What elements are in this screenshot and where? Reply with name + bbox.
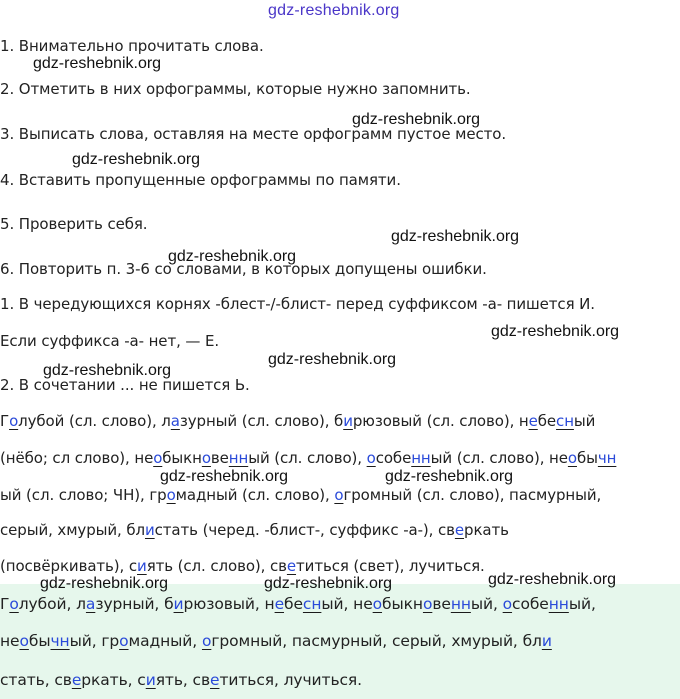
text-fragment: ый, гр: [69, 632, 120, 650]
text-fragment: громный, пасмурный, серый, хмурый, бл: [211, 632, 542, 650]
spelling-mark: о: [9, 595, 19, 613]
spelling-mark: о: [9, 412, 19, 430]
rule-2: 2. В сочетании ... не пишется Ь.: [0, 376, 250, 394]
text-fragment: титься (свет), лучиться.: [296, 557, 485, 575]
text-fragment: (нёбо; сл слово), не: [0, 449, 154, 467]
text-fragment: зурный, б: [95, 595, 174, 613]
text-fragment: бе: [284, 595, 303, 613]
step-3: 3. Выписать слова, оставляя на месте орфограмм пустое место.: [0, 125, 507, 143]
spelling-mark: сн: [302, 595, 322, 613]
answer-line-1: [0, 594, 596, 614]
watermark: gdz-reshebnik.org: [40, 575, 169, 592]
rule-1: 1. В чередующихся корнях -блест-/-блист- перед суффиксом -а- пишется И.: [0, 295, 595, 313]
step-1: 1. Внимательно прочитать слова.: [0, 37, 264, 55]
text-fragment: громный (сл. слово), пасмурный,: [343, 486, 602, 504]
spelling-mark: и: [145, 671, 156, 689]
spelling-mark: о: [119, 632, 129, 650]
spelling-mark: нн: [548, 595, 569, 613]
spelling-mark: е: [210, 671, 220, 689]
analysis-line-3: [0, 485, 601, 505]
watermark: gdz-reshebnik.org: [264, 575, 393, 592]
text-fragment: лубой, л: [18, 595, 86, 613]
watermark: gdz-reshebnik.org: [385, 468, 514, 485]
spelling-mark: о: [334, 486, 344, 504]
text-fragment: бе: [537, 412, 557, 430]
text-fragment: ый: [573, 412, 596, 430]
text-fragment: Г: [0, 412, 10, 430]
spelling-mark: о: [166, 486, 176, 504]
watermark: gdz-reshebnik.org: [168, 248, 297, 265]
watermark: gdz-reshebnik.org: [160, 468, 289, 485]
text-fragment: серый, хмурый, бл: [0, 521, 145, 539]
text-fragment: стать (черед. -блист-, суффикс -а-), св: [154, 521, 455, 539]
spelling-mark: а: [85, 595, 96, 613]
text-fragment: ркать, с: [81, 671, 146, 689]
rule-1-continued: Если суффикса -а- нет, — Е.: [0, 332, 220, 350]
text-fragment: быкн: [382, 595, 423, 613]
text-fragment: зурный (сл. слово), б: [179, 412, 344, 430]
spelling-mark: е: [528, 412, 538, 430]
spelling-mark: и: [173, 595, 184, 613]
spelling-mark: чн: [50, 632, 70, 650]
spelling-mark: е: [454, 521, 465, 539]
spelling-mark: о: [567, 449, 577, 467]
text-fragment: быкн: [162, 449, 202, 467]
spelling-mark: нн: [411, 449, 431, 467]
step-5: 5. Проверить себя.: [0, 215, 148, 233]
text-fragment: ый, не: [321, 595, 373, 613]
text-fragment: рюзовый, н: [183, 595, 275, 613]
watermark: gdz-reshebnik.org: [488, 571, 617, 588]
text-fragment: мадный,: [128, 632, 202, 650]
spelling-mark: о: [153, 449, 163, 467]
spelling-mark: о: [372, 595, 383, 613]
step-2: 2. Отметить в них орфограммы, которые нужно запомнить.: [0, 80, 471, 98]
analysis-line-1: [0, 411, 595, 431]
spelling-mark: и: [343, 412, 353, 430]
watermark: gdz-reshebnik.org: [352, 111, 481, 128]
spelling-mark: и: [144, 521, 155, 539]
text-fragment: ый (сл. слово), не: [430, 449, 568, 467]
text-fragment: бы: [576, 449, 598, 467]
text-fragment: ый (сл. слово; ЧН), гр: [0, 486, 167, 504]
spelling-mark: о: [201, 632, 212, 650]
watermark: gdz-reshebnik.org: [33, 55, 162, 72]
step-6: 6. Повторить п. 3-6 со словами, в которых допущены ошибки.: [0, 260, 487, 278]
spelling-mark: о: [19, 632, 29, 650]
watermark: gdz-reshebnik.org: [491, 323, 620, 340]
spelling-mark: о: [422, 595, 433, 613]
spelling-mark: сн: [556, 412, 574, 430]
text-fragment: ркать: [464, 521, 509, 539]
text-fragment: титься, лучиться.: [219, 671, 362, 689]
spelling-mark: а: [170, 412, 180, 430]
text-fragment: (посвёркивать), с: [0, 557, 138, 575]
watermark: gdz-reshebnik.org: [43, 362, 172, 379]
spelling-mark: чн: [597, 449, 617, 467]
text-fragment: собе: [512, 595, 549, 613]
spelling-mark: нн: [228, 449, 249, 467]
spelling-mark: нн: [450, 595, 471, 613]
text-fragment: ый,: [568, 595, 596, 613]
text-fragment: ый (сл. слово),: [248, 449, 367, 467]
step-4: 4. Вставить пропущенные орфограммы по памяти.: [0, 171, 401, 189]
text-fragment: ять, св: [155, 671, 211, 689]
watermark-top: gdz-reshebnik.org: [268, 2, 400, 19]
text-fragment: стать, св: [0, 671, 72, 689]
spelling-mark: о: [366, 449, 376, 467]
text-fragment: мадный (сл. слово),: [175, 486, 335, 504]
text-fragment: лубой (сл. слово), л: [18, 412, 171, 430]
watermark: gdz-reshebnik.org: [268, 351, 397, 368]
analysis-line-4: [0, 520, 509, 540]
text-fragment: бы: [28, 632, 51, 650]
text-fragment: собе: [375, 449, 412, 467]
text-fragment: ять (сл. слово), св: [146, 557, 287, 575]
text-fragment: ве: [432, 595, 451, 613]
watermark: gdz-reshebnik.org: [391, 228, 520, 245]
text-fragment: ве: [210, 449, 229, 467]
text-fragment: не: [0, 632, 20, 650]
answer-line-2: [0, 631, 552, 651]
spelling-mark: и: [137, 557, 147, 575]
answer-line-3: [0, 670, 362, 690]
analysis-line-2: [0, 448, 616, 468]
spelling-mark: е: [286, 557, 297, 575]
spelling-mark: о: [201, 449, 211, 467]
text-fragment: ый,: [470, 595, 503, 613]
analysis-line-5: [0, 556, 485, 576]
watermark: gdz-reshebnik.org: [72, 151, 201, 168]
spelling-mark: и: [541, 632, 552, 650]
spelling-mark: о: [502, 595, 513, 613]
text-fragment: рюзовый (сл. слово), н: [352, 412, 529, 430]
spelling-mark: е: [71, 671, 82, 689]
text-fragment: Г: [0, 595, 10, 613]
spelling-mark: е: [274, 595, 285, 613]
